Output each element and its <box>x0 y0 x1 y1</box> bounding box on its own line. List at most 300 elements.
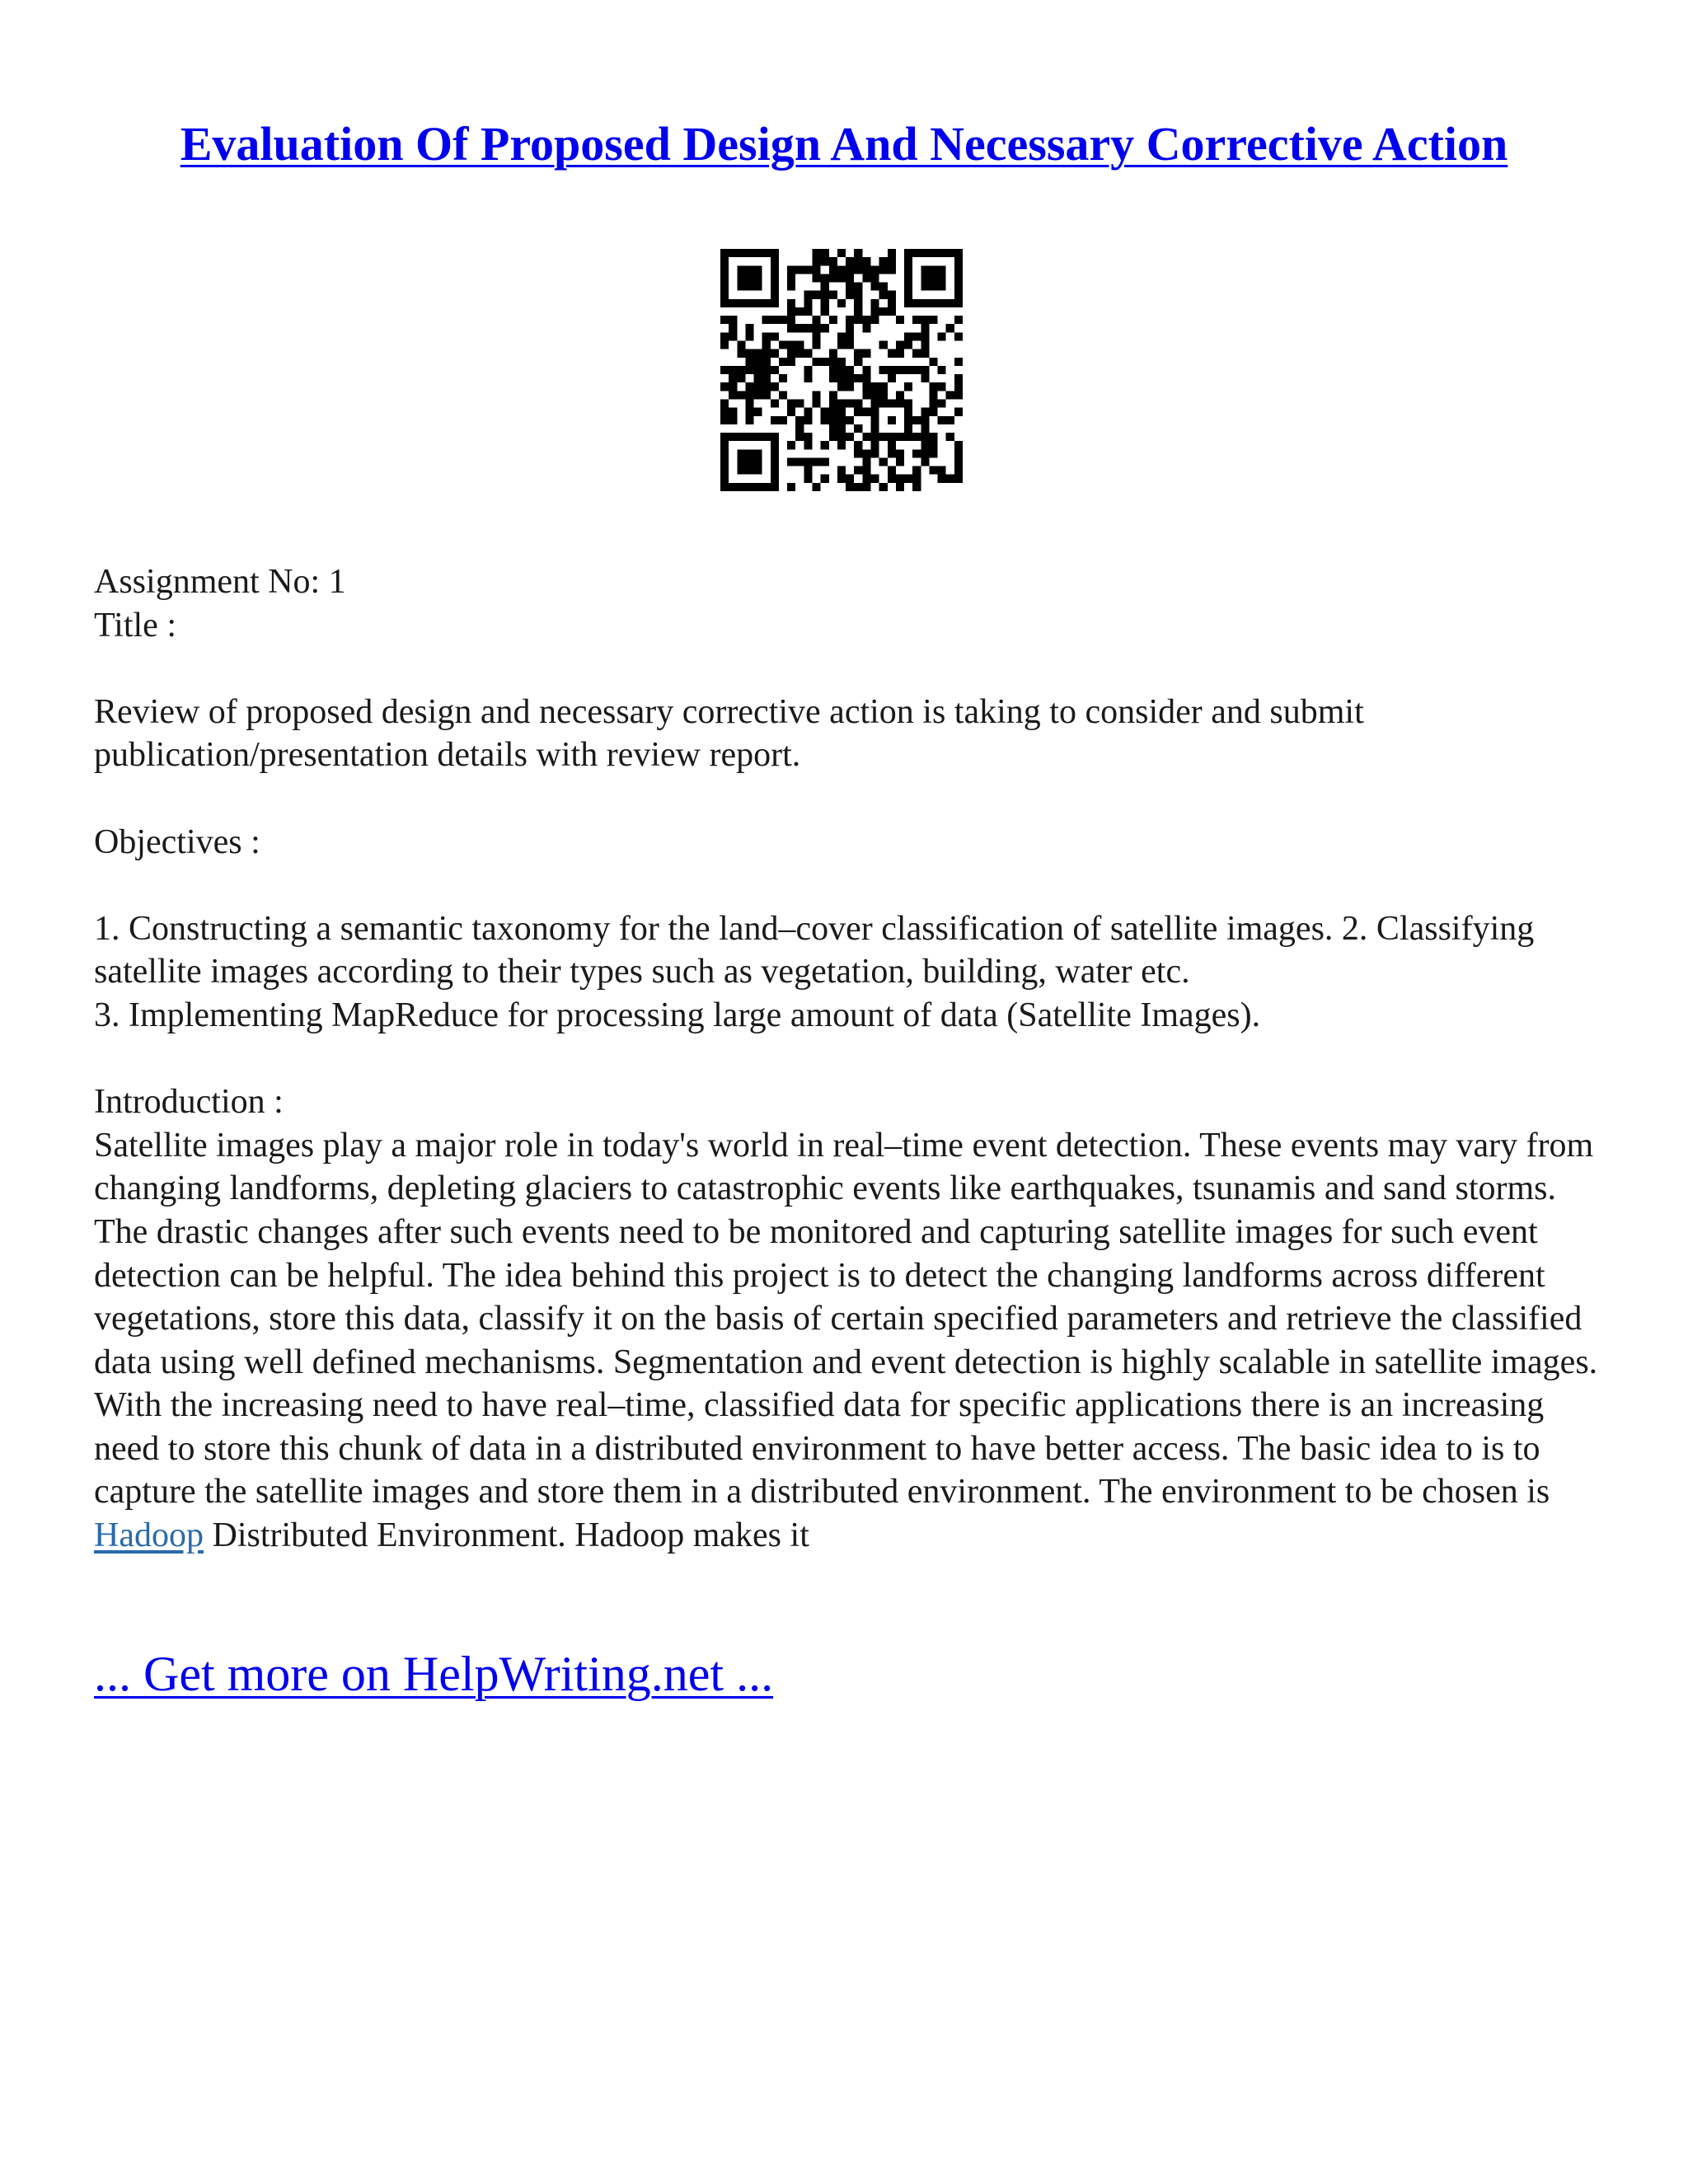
qr-module <box>720 382 729 391</box>
qr-module <box>929 466 937 475</box>
qr-module <box>954 316 963 324</box>
qr-module <box>745 283 753 291</box>
qr-module <box>896 341 904 349</box>
qr-module <box>754 249 762 257</box>
qr-module <box>912 332 921 340</box>
qr-module <box>829 316 837 324</box>
qr-module <box>921 408 929 416</box>
qr-module <box>946 391 954 399</box>
qr-module <box>879 483 888 491</box>
qr-module <box>813 457 821 466</box>
qr-module <box>896 316 904 324</box>
qr-module <box>888 349 896 358</box>
qr-module <box>837 399 846 407</box>
qr-module <box>837 466 846 475</box>
qr-module <box>904 265 912 274</box>
qr-module <box>771 299 779 307</box>
qr-module <box>787 274 795 282</box>
qr-module <box>754 433 762 441</box>
qr-module <box>804 324 812 332</box>
qr-module <box>745 466 753 475</box>
qr-module <box>795 416 804 424</box>
introduction-text-end: Distributed Environment. Hadoop makes it <box>203 1516 809 1555</box>
qr-module <box>921 433 929 441</box>
qr-module <box>854 307 862 316</box>
qr-module <box>771 382 779 391</box>
qr-module <box>888 416 896 424</box>
qr-module <box>762 358 771 366</box>
qr-module <box>954 382 963 391</box>
qr-module <box>888 307 896 316</box>
qr-module <box>804 299 812 307</box>
qr-module <box>846 366 854 374</box>
qr-module <box>938 249 946 257</box>
qr-module <box>904 366 912 374</box>
qr-module <box>745 408 753 416</box>
qr-module <box>846 257 854 265</box>
qr-module <box>921 457 929 466</box>
qr-module <box>904 332 912 340</box>
qr-module <box>821 475 829 483</box>
qr-module <box>720 366 729 374</box>
qr-module <box>787 341 795 349</box>
qr-module <box>821 408 829 416</box>
qr-module <box>737 466 745 475</box>
qr-module <box>938 299 946 307</box>
qr-module <box>862 274 870 282</box>
qr-module <box>737 349 745 358</box>
qr-module <box>846 332 854 340</box>
qr-module <box>829 433 837 441</box>
qr-module <box>870 316 879 324</box>
qr-module <box>829 391 837 399</box>
qr-module <box>754 299 762 307</box>
qr-module <box>954 257 963 265</box>
qr-module <box>837 265 846 274</box>
qr-module <box>929 316 937 324</box>
qr-module <box>729 433 737 441</box>
qr-module <box>870 408 879 416</box>
qr-module <box>771 433 779 441</box>
qr-module <box>821 416 829 424</box>
qr-module <box>888 399 896 407</box>
qr-module <box>846 483 854 491</box>
qr-code-icon <box>720 249 963 491</box>
qr-module <box>904 249 912 257</box>
qr-module <box>929 391 937 399</box>
qr-module <box>771 249 779 257</box>
qr-module <box>837 332 846 340</box>
qr-module <box>954 408 963 416</box>
qr-module <box>921 324 929 332</box>
qr-module <box>837 358 846 366</box>
qr-module <box>854 399 862 407</box>
qr-module <box>904 341 912 349</box>
qr-module <box>837 374 846 382</box>
qr-module <box>771 283 779 291</box>
qr-module <box>762 341 771 349</box>
qr-module <box>896 399 904 407</box>
qr-module <box>846 341 854 349</box>
qr-module <box>754 457 762 466</box>
qr-module <box>729 374 737 382</box>
qr-module <box>787 324 795 332</box>
qr-module <box>729 408 737 416</box>
qr-module <box>787 316 795 324</box>
qr-module <box>846 291 854 299</box>
qr-module <box>938 475 946 483</box>
qr-module <box>762 332 771 340</box>
qr-module <box>829 416 837 424</box>
qr-module <box>938 399 946 407</box>
qr-module <box>762 374 771 382</box>
hadoop-link[interactable]: Hadoop <box>94 1516 204 1555</box>
assignment-title-label: Title : <box>94 606 176 644</box>
qr-module <box>837 274 846 282</box>
qr-module <box>862 257 870 265</box>
qr-module <box>954 332 963 340</box>
qr-module <box>912 316 921 324</box>
qr-module <box>720 283 729 291</box>
qr-module <box>771 291 779 299</box>
qr-module <box>829 291 837 299</box>
qr-module <box>854 257 862 265</box>
qr-module <box>888 374 896 382</box>
qr-module <box>771 466 779 475</box>
qr-module <box>745 483 753 491</box>
qr-module <box>779 416 787 424</box>
qr-module <box>737 374 745 382</box>
qr-module <box>720 249 729 257</box>
qr-module <box>912 249 921 257</box>
review-paragraph: Review of proposed design and necessary corrective action is taking to consider and submit publication/presentation details with review report. <box>94 692 1364 775</box>
qr-module <box>870 283 879 291</box>
qr-module <box>771 483 779 491</box>
qr-module <box>813 332 821 340</box>
qr-module <box>921 299 929 307</box>
qr-module <box>870 274 879 282</box>
qr-module <box>862 449 870 457</box>
qr-module <box>754 374 762 382</box>
qr-module <box>813 257 821 265</box>
qr-module <box>795 265 804 274</box>
qr-module <box>896 475 904 483</box>
qr-module <box>921 374 929 382</box>
qr-module <box>870 399 879 407</box>
qr-module <box>921 249 929 257</box>
qr-module <box>896 449 904 457</box>
qr-module <box>771 449 779 457</box>
qr-module <box>821 457 829 466</box>
qr-module <box>754 274 762 282</box>
qr-module <box>888 249 896 257</box>
qr-module <box>787 399 795 407</box>
qr-module <box>804 433 812 441</box>
qr-module <box>829 408 837 416</box>
qr-module <box>904 283 912 291</box>
qr-module <box>846 374 854 382</box>
qr-module <box>787 457 795 466</box>
qr-module <box>745 366 753 374</box>
qr-module <box>862 374 870 382</box>
qr-module <box>870 299 879 307</box>
qr-module <box>946 433 954 441</box>
qr-module <box>754 483 762 491</box>
qr-module <box>862 349 870 358</box>
qr-module <box>929 433 937 441</box>
qr-module <box>821 249 829 257</box>
qr-module <box>954 358 963 366</box>
qr-module <box>804 408 812 416</box>
qr-module <box>862 366 870 374</box>
qr-module <box>745 457 753 466</box>
qr-module <box>946 249 954 257</box>
qr-module <box>854 374 862 382</box>
qr-module <box>762 382 771 391</box>
qr-module <box>804 466 812 475</box>
qr-module <box>745 299 753 307</box>
qr-module <box>720 332 729 340</box>
qr-module <box>804 265 812 274</box>
qr-module <box>862 483 870 491</box>
qr-module <box>779 341 787 349</box>
qr-module <box>854 358 862 366</box>
qr-module <box>912 366 921 374</box>
qr-module <box>729 324 737 332</box>
qr-module <box>921 441 929 449</box>
qr-module <box>720 416 729 424</box>
qr-module <box>879 457 888 466</box>
qr-module <box>737 265 745 274</box>
qr-module <box>862 324 870 332</box>
qr-module <box>720 433 729 441</box>
qr-module <box>846 475 854 483</box>
qr-module <box>737 299 745 307</box>
qr-module <box>912 449 921 457</box>
qr-module <box>837 424 846 433</box>
qr-module <box>754 366 762 374</box>
qr-module <box>862 408 870 416</box>
qr-module <box>938 283 946 291</box>
qr-module <box>954 249 963 257</box>
qr-module <box>745 274 753 282</box>
qr-module <box>804 374 812 382</box>
qr-module <box>720 441 729 449</box>
qr-module <box>929 299 937 307</box>
qr-module <box>921 332 929 340</box>
qr-module <box>771 475 779 483</box>
qr-module <box>837 475 846 483</box>
qr-module <box>879 433 888 441</box>
qr-module <box>745 416 753 424</box>
qr-module <box>954 274 963 282</box>
qr-module <box>921 424 929 433</box>
qr-module <box>813 291 821 299</box>
qr-module <box>912 433 921 441</box>
qr-module <box>929 274 937 282</box>
qr-module <box>720 257 729 265</box>
qr-module <box>870 475 879 483</box>
qr-module <box>888 475 896 483</box>
document-body <box>94 560 1602 1558</box>
qr-module <box>870 433 879 441</box>
qr-module <box>762 391 771 399</box>
qr-module <box>737 366 745 374</box>
qr-module <box>870 449 879 457</box>
qr-module <box>737 283 745 291</box>
qr-module <box>720 483 729 491</box>
qr-module <box>870 416 879 424</box>
qr-module <box>754 466 762 475</box>
qr-module <box>954 475 963 483</box>
qr-module <box>745 249 753 257</box>
qr-module <box>720 316 729 324</box>
qr-module <box>787 349 795 358</box>
qr-module <box>912 475 921 483</box>
qr-module <box>821 299 829 307</box>
qr-module <box>737 391 745 399</box>
qr-module <box>938 366 946 374</box>
qr-module <box>912 466 921 475</box>
qr-module <box>720 466 729 475</box>
qr-module <box>837 433 846 441</box>
qr-module <box>870 265 879 274</box>
qr-module <box>854 483 862 491</box>
qr-module <box>737 449 745 457</box>
qr-module <box>804 475 812 483</box>
qr-module <box>829 349 837 358</box>
qr-module <box>854 291 862 299</box>
qr-module <box>779 374 787 382</box>
qr-module <box>846 433 854 441</box>
qr-module <box>879 382 888 391</box>
qr-module <box>745 391 753 399</box>
qr-module <box>745 358 753 366</box>
qr-module <box>896 349 904 358</box>
qr-module <box>946 416 954 424</box>
qr-module <box>946 299 954 307</box>
qr-module <box>896 366 904 374</box>
qr-module <box>829 424 837 433</box>
qr-module <box>938 466 946 475</box>
qr-module <box>762 433 771 441</box>
qr-module <box>737 457 745 466</box>
introduction-paragraph <box>94 1124 1602 1558</box>
qr-module <box>904 416 912 424</box>
qr-module <box>929 382 937 391</box>
qr-module <box>879 265 888 274</box>
qr-module <box>745 349 753 358</box>
qr-module <box>888 441 896 449</box>
qr-module <box>771 441 779 449</box>
qr-module <box>846 265 854 274</box>
qr-module <box>846 382 854 391</box>
qr-module <box>787 408 795 416</box>
qr-module <box>954 449 963 457</box>
qr-module <box>795 399 804 407</box>
qr-module <box>870 424 879 433</box>
qr-module <box>729 299 737 307</box>
qr-module <box>862 475 870 483</box>
qr-module <box>888 291 896 299</box>
qr-module <box>762 349 771 358</box>
qr-module <box>795 424 804 433</box>
qr-module <box>846 316 854 324</box>
qr-module <box>795 307 804 316</box>
qr-module <box>804 457 812 466</box>
qr-module <box>813 265 821 274</box>
qr-module <box>737 274 745 282</box>
qr-module <box>821 274 829 282</box>
qr-module <box>921 341 929 349</box>
qr-module <box>821 307 829 316</box>
qr-module <box>846 399 854 407</box>
qr-module <box>888 366 896 374</box>
qr-module <box>854 299 862 307</box>
qr-module <box>854 408 862 416</box>
qr-module <box>754 382 762 391</box>
qr-module <box>954 291 963 299</box>
qr-module <box>762 249 771 257</box>
qr-module <box>804 349 812 358</box>
qr-module <box>762 483 771 491</box>
qr-module <box>837 249 846 257</box>
qr-module <box>954 265 963 274</box>
qr-module <box>870 391 879 399</box>
qr-module <box>854 265 862 274</box>
qr-module <box>862 382 870 391</box>
qr-module <box>896 483 904 491</box>
qr-module <box>745 449 753 457</box>
qr-module <box>829 358 837 366</box>
qr-module <box>804 307 812 316</box>
qr-module <box>879 283 888 291</box>
qr-module <box>929 449 937 457</box>
qr-module <box>771 316 779 324</box>
qr-module <box>745 382 753 391</box>
qr-module <box>904 399 912 407</box>
qr-module <box>720 449 729 457</box>
qr-module <box>862 466 870 475</box>
page-title-link[interactable]: Evaluation Of Proposed Design And Necessary Corrective Action <box>180 117 1508 171</box>
qr-module <box>888 257 896 265</box>
qr-module <box>829 399 837 407</box>
qr-module <box>921 283 929 291</box>
qr-module <box>954 457 963 466</box>
qr-module <box>946 324 954 332</box>
qr-module <box>804 441 812 449</box>
qr-module <box>771 349 779 358</box>
qr-module <box>771 366 779 374</box>
get-more-link[interactable]: ... Get more on HelpWriting.net ... <box>94 1647 774 1701</box>
qr-module <box>813 341 821 349</box>
qr-module <box>771 274 779 282</box>
qr-module <box>879 341 888 349</box>
qr-module <box>787 358 795 366</box>
qr-module <box>888 433 896 441</box>
qr-module <box>771 265 779 274</box>
qr-module <box>954 299 963 307</box>
qr-module <box>837 382 846 391</box>
qr-module <box>795 349 804 358</box>
qr-module <box>729 382 737 391</box>
qr-module <box>904 299 912 307</box>
qr-module <box>854 316 862 324</box>
qr-module <box>938 416 946 424</box>
qr-module <box>720 341 729 349</box>
qr-module <box>720 457 729 466</box>
qr-module <box>929 399 937 407</box>
